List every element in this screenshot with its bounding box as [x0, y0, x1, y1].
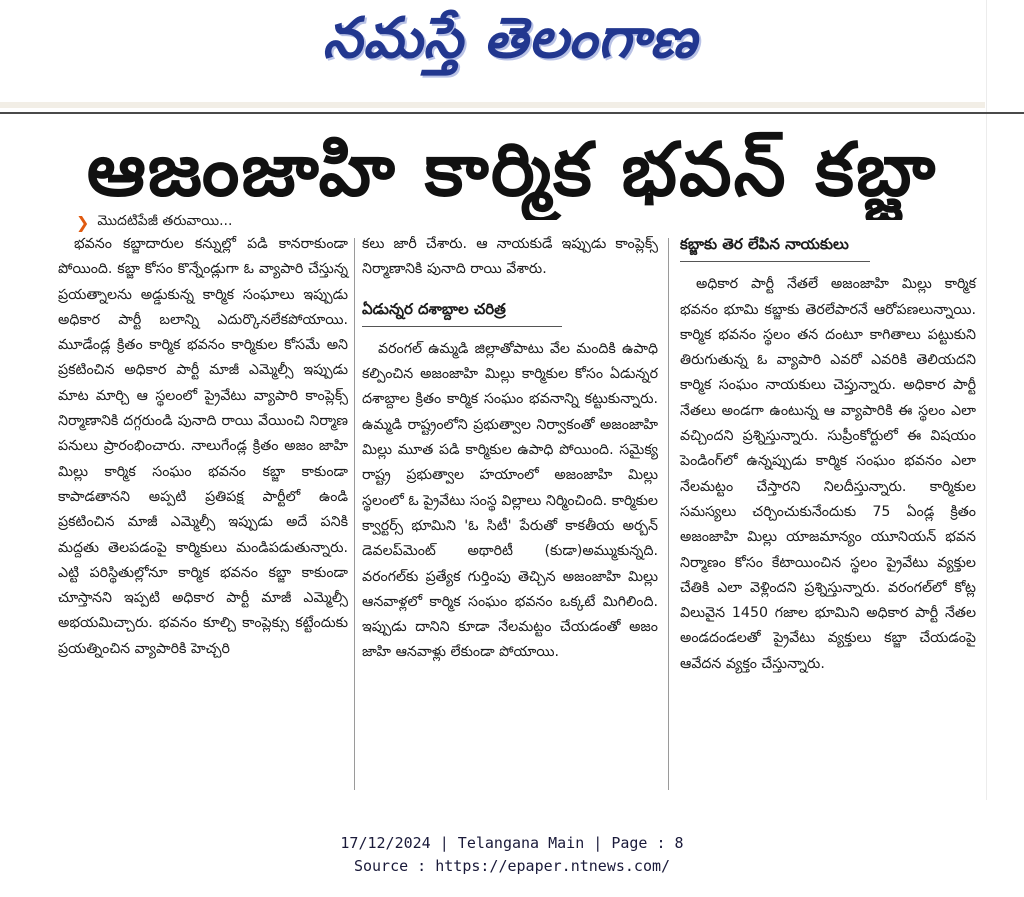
footer-source: Source : https://epaper.ntnews.com/ [353, 857, 671, 875]
column-divider-2 [668, 238, 669, 790]
newspaper-logo [300, 4, 720, 86]
masthead-rule [0, 112, 1024, 114]
subhead-underline [362, 326, 562, 327]
column-3-subhead: కబ్జాకు తెర లేపిన నాయకులు [680, 235, 849, 253]
continued-from-front-page [76, 213, 232, 232]
article-column-3 [680, 232, 976, 677]
article-column-2 [362, 232, 658, 666]
logo-text: నమస్తే తెలంగాణ [322, 5, 698, 71]
footer-date-page: 17/12/2024 | Telangana Main | Page : 8 [340, 834, 684, 852]
column-2-lead: కలు జారీ చేశారు. ఆ నాయకుడే ఇప్పుడు కాంప్లెక్స్ నిర్మాణానికి పునాది రాయి వేశారు. [362, 236, 658, 278]
page-footer [0, 832, 1024, 878]
column-3-text: అధికార పార్టీ నేతలే అజంజాహి మిల్లు కార్మిక భవనం భూమి కబ్జాకు తెరలేపారనే ఆరోపణలున్నాయి. కార్మిక భవనం స్థలం తన దంటూ కాగితాలు పట్టుకుని తిరుగుతున్న ఓ వ్యాపారి ఎవరో ఎవరికి తెలియదని కార్మిక సంఘం నాయకులు చెప్తున్నారు. అధికార పార్టీ నేతలు అండగా ఉంటున్న ఆ వ్యాపారికి ఈ స్థలం ఎలా వచ్చిందని ప్రశ్నిస్తున్నారు. సుప్రీంకోర్టులో ఈ విషయం పెండింగ్‌లో ఉన్నప్పుడు కార్మిక సంఘం భవనం ఎలా నేలమట్టం చేస్తారని నిలదీస్తున్నారు. కార్మికుల సమస్యలు చర్చించుకునేందుకు 75 ఏండ్ల క్రితం అజంజాహి మిల్లు యాజమాన్యం యూనియన్ భవన నిర్మాణం కోసం కేటాయించిన స్థలం ప్రైవేటు వ్యక్తుల చేతికి ఎలా వెళ్లిందని ప్రశ్నిస్తున్నారు. వరంగల్‌లో కోట్ల విలువైన 1450 గజాల భూమిని అధికార పార్టీ నేతల అండదండలతో ప్రైవేటు వ్యక్తులు కబ్జా చేయడంపై ఆవేదన వ్యక్తం చేస్తున్నారు. [680, 276, 976, 672]
column-2-text: వరంగల్ ఉమ్మడి జిల్లాతోపాటు వేల మందికి ఉపాధి కల్పించిన అజంజాహి మిల్లు కార్మికుల కోసం ఏడున్నర దశాబ్దాల క్రితం కార్మిక సంఘం భవనాన్ని కట్టుకున్నారు. ఉమ్మడి రాష్ట్రంలోని ప్రభుత్వాల నిర్వాకంతో అజంజాహి మిల్లు మూత పడి కార్మికుల ఉపాధి పోయింది. సమైక్య రాష్ట్ర ప్రభుత్వాల హయాంలో అజంజాహి మిల్లు స్థలంలో ఓ ప్రైవేటు సంస్థ విల్లాలు నిర్మించింది. కార్మికుల క్వార్టర్స్ భూమిని 'ఓ సిటీ' పేరుతో కాకతీయ అర్బన్ డెవలప్‌మెంట్ అథారిటీ (కుడా)అమ్ముకున్నది. వరంగల్‌కు ప్రత్యేక గుర్తింపు తెచ్చిన అజంజాహి మిల్లు ఆనవాళ్లలో కార్మిక సంఘం భవనం ఒక్కటే మిగిలింది. ఇప్పుడు దానిని కూడా నేలమట్టం చేయడంతో అజం జాహి ఆనవాళ్లు లేకుండా పోయాయి. [362, 340, 658, 661]
article-headline: ఆజంజాహి కార్మిక భవన్ కబ్జా [86, 127, 938, 213]
column-1-text: భవనం కబ్జాదారుల కన్నుల్లో పడి కానరాకుండా పోయింది. కబ్జా కోసం కొన్నేండ్లుగా ఓ వ్యాపారి చేస్తున్న ప్రయత్నాలను అడ్డుకున్న కార్మిక సంఘాలు ఇప్పుడు అధికార పార్టీ బలాన్ని ఎదుర్కొనలేకపోయాయి. మూడేండ్ల క్రితం కార్మిక భవనం కార్మికుల కోసమే అని ప్రకటించిన అధికార పార్టీ మాజీ ఎమ్మెల్సీ ఇప్పుడు మాట మార్చి ఆ స్థలంలో ప్రైవేటు వ్యాపారి కాంప్లెక్స్ నిర్మాణానికి దగ్గరుండి పునాది రాయి వేయించి నిర్మాణ పనులు ప్రారంభించారు. నాలుగేండ్ల క్రితం అజం జాహి మిల్లు కార్మిక సంఘం భవనం కబ్జా కాకుండా కాపాడతానని అప్పటి ప్రతిపక్ష పార్టీలో ఉండి ప్రకటించిన మాజీ ఎమ్మెల్సీ ఇప్పుడు అదే పనికి మద్దతు తెలపడంపై కార్మికులు మండిపడుతున్నారు. ఎట్టి పరిస్థితుల్లోనూ కార్మిక భవనం కబ్జా కాకుండా చూస్తానని ఇప్పటి అధికార పార్టీ మాజీ ఎమ్మెల్సీ అభయమిచ్చారు. భవనం కూల్చి కాంప్లెక్సు కట్టేందుకు ప్రయత్నించిన వ్యాపారికి హెచ్చరి [58, 236, 348, 657]
masthead-band [0, 102, 985, 108]
article-column-1 [58, 232, 348, 662]
chevron-right-icon: ❯ [76, 213, 90, 232]
subhead-underline [680, 261, 870, 262]
continued-label: మొదటిపేజీ తరువాయి... [97, 213, 233, 229]
column-2-subhead: ఏడున్నర దశాబ్దాల చరిత్ర [362, 299, 506, 318]
column-divider-1 [354, 238, 355, 790]
